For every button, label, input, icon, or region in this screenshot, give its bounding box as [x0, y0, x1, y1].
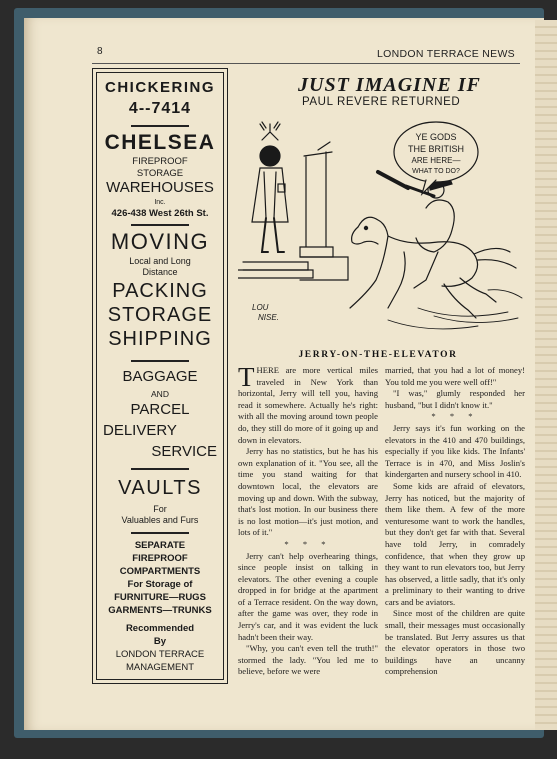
ad-shipping: SHIPPING — [108, 328, 212, 350]
next-page-edge — [535, 20, 557, 730]
article-paragraph: "I was," glumly responded her husband, "but I didn't know it." — [385, 388, 525, 410]
article-column-1 — [238, 362, 378, 678]
ad-parcel: PARCEL — [130, 401, 190, 418]
paragraph-text: HERE are more vertical miles traveled in New York than horizontal, Jerry will tell you, having read it somewhere. Actually he's right: with all the moving around town people do, they still do more of it going up and down in elevators. — [238, 365, 378, 445]
article-paragraph: Jerry has no statistics, but he has his own explanation of it. "You see, all the time you stand waiting for that downtown local, the elevators are moving up and down. With the subway, that's lost motion. In our business there is no lost motion—it's just motion, and lots of it." — [238, 446, 378, 538]
ad-vaults: VAULTS — [118, 477, 202, 499]
ad-rule — [131, 360, 189, 362]
article-headline: JERRY-ON-THE-ELEVATOR — [298, 350, 458, 360]
ad-inc: Inc. — [154, 199, 166, 206]
ad-separate: SEPARATE — [134, 540, 186, 551]
ad-and: AND — [151, 389, 169, 399]
ad-valuables: Valuables and Furs — [121, 515, 199, 525]
article-paragraph — [238, 362, 378, 446]
ad-storage-big: STORAGE — [107, 304, 213, 326]
ad-baggage: BAGGAGE — [122, 368, 198, 385]
article-paragraph: Some kids are afraid of elevators, Jerry has noticed, but the majority of them like them. A few of the more venturesome want to work the handles, but they don't get far with that. Several have told Jerry, in comradely confidence, that when they grow up they want to run elevators too, but Jerry has observed, a little sadly, that it's only a preliminary to their wanting to drive cars and be aviators. — [385, 480, 525, 607]
article-paragraph: Since most of the children are quite small, their messages must occasionally be translated. But Jerry assures us that the elevator operators in those two buildings have an uncanny comprehension — [385, 608, 525, 677]
paul-revere-cartoon — [238, 112, 528, 344]
cartoon-subtitle: PAUL REVERE RETURNED — [302, 96, 461, 108]
ad-fireproof: FIREPROOF — [132, 156, 188, 167]
ad-packing: PACKING — [112, 280, 208, 302]
article-column-2 — [385, 365, 525, 678]
article-paragraph: "Why, you can't even tell the truth!" stormed the lady. "You led me to believe, before we were — [238, 643, 378, 677]
ad-storage: STORAGE — [136, 168, 184, 179]
ad-rule — [131, 125, 189, 127]
ad-london-terrace: LONDON TERRACE — [115, 649, 205, 660]
ad-for-storage-of: For Storage of — [127, 579, 193, 590]
ad-address: 426-438 West 26th St. — [111, 208, 209, 219]
bubble-line-3: ARE HERE— — [411, 156, 461, 165]
ad-management: MANAGEMENT — [125, 662, 195, 673]
running-head: LONDON TERRACE NEWS — [377, 48, 515, 60]
cartoonist-signature-2: NISE. — [258, 313, 279, 322]
cartoon-title: JUST IMAGINE IF — [298, 74, 481, 96]
ad-garments-trunks: GARMENTS—TRUNKS — [108, 605, 212, 616]
header-rule — [92, 63, 520, 64]
ad-delivery: DELIVERY — [103, 422, 177, 439]
ad-rule — [131, 532, 189, 534]
ad-recommended: Recommended — [125, 623, 195, 634]
ad-for: For — [153, 504, 167, 514]
advertisement — [92, 68, 228, 684]
section-break: * * * — [431, 411, 479, 422]
bubble-line-2: THE BRITISH — [407, 144, 465, 154]
ad-chelsea: CHELSEA — [104, 131, 216, 154]
ad-moving: MOVING — [110, 229, 210, 254]
cartoonist-signature-1: LOU — [252, 303, 269, 312]
article-paragraph: Jerry can't help overhearing things, since people insist on talking in elevators. The other evening a couple dropped in for bridge at the apartment of a Terrace resident. On the way down, after the game was over, they rode in Jerry's car, and it was evident the luck hadn't been their way. — [238, 550, 378, 642]
article-paragraph: Jerry says it's fun working on the elevators in the 410 and 470 buildings, especially if you like kids. The Infants' Terrace is in 470, and Miss Joslin's kindergarten and nursery school in 410. — [385, 422, 525, 480]
ad-compartments: COMPARTMENTS — [119, 566, 201, 577]
ad-chickering: CHICKERING — [104, 79, 215, 96]
ad-rule — [131, 224, 189, 226]
ad-rule — [131, 468, 189, 470]
section-break: * * * — [284, 538, 332, 549]
page-number: 8 — [97, 46, 103, 57]
ad-fireproof-2: FIREPROOF — [132, 553, 188, 564]
ad-warehouses: WAREHOUSES — [106, 179, 214, 196]
drop-cap: T — [238, 362, 255, 392]
bubble-line-4: WHAT TO DO? — [412, 168, 460, 175]
article-paragraph: married, that you had a lot of money! You told me you were well off!" — [385, 365, 525, 387]
ad-phone: 4--7414 — [128, 100, 192, 117]
ad-local-long: Local and Long — [129, 256, 191, 266]
bubble-line-1: YE GODS — [415, 132, 457, 142]
ad-by: By — [153, 636, 167, 647]
ad-distance: Distance — [142, 267, 178, 277]
ad-service: SERVICE — [151, 443, 217, 460]
ad-furniture-rugs: FURNITURE—RUGS — [114, 592, 206, 603]
